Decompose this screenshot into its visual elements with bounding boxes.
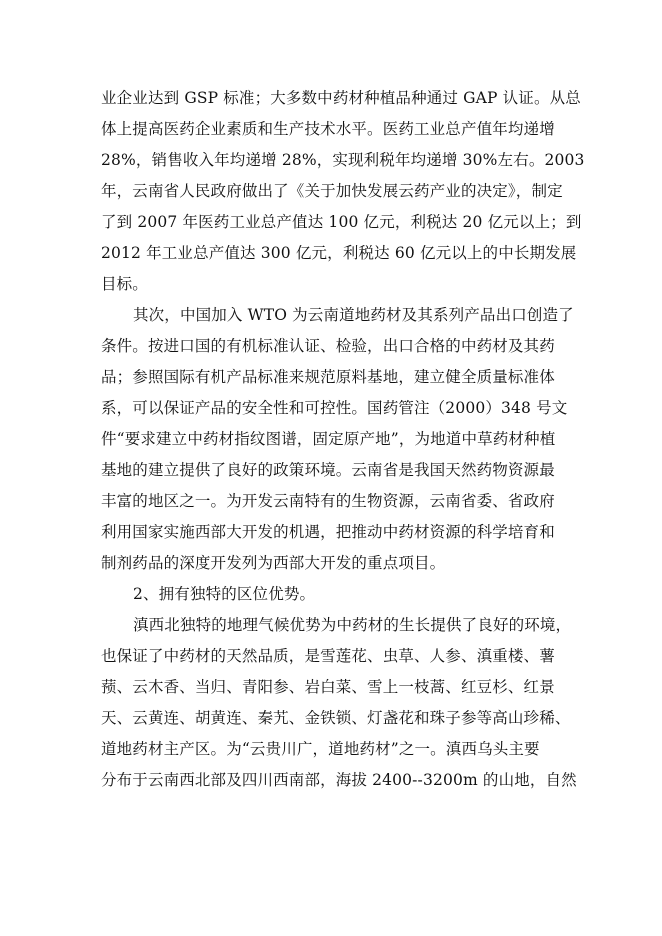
paragraph-line: 28%，销售收入年均递增 28%，实现利税年均递增 30%左右。2003 (101, 151, 585, 169)
paragraph-line: 蓣、云木香、当归、青阳参、岩白菜、雪上一枝蒿、红豆杉、红景 (101, 678, 555, 696)
paragraph-line: 件“要求建立中药材指纹图谱，固定原产地”，为地道中草药材种植 (101, 430, 556, 448)
paragraph-line: 体上提高医药企业素质和生产技术水平。医药工业总产值年均递增 (101, 120, 555, 138)
paragraph-line: 滇西北独特的地理气候优势为中药材的生长提供了良好的环境， (133, 616, 572, 634)
paragraph-line: 2012 年工业总产值达 300 亿元，利税达 60 亿元以上的中长期发展 (101, 244, 577, 262)
paragraph-line: 丰富的地区之一。为开发云南特有的生物资源，云南省委、省政府 (101, 492, 555, 510)
section-heading: 2、拥有独特的区位优势。 (133, 585, 316, 603)
paragraph-line: 了到 2007 年医药工业总产值达 100 亿元，利税达 20 亿元以上；到 (101, 213, 582, 231)
paragraph-line: 也保证了中药材的天然品质，是雪莲花、虫草、人参、滇重楼、薯 (101, 647, 555, 665)
paragraph-line: 目标。 (101, 275, 148, 293)
paragraph-line: 系，可以保证产品的安全性和可控性。国药管注（2000）348 号文 (101, 399, 568, 417)
paragraph-line: 基地的建立提供了良好的政策环境。云南省是我国天然药物资源最 (101, 461, 555, 479)
paragraph-line: 条件。按进口国的有机标准认证、检验，出口合格的中药材及其药 (101, 337, 555, 355)
paragraph-line: 分布于云南西北部及四川西南部，海拔 2400--3200m 的山地，自然 (101, 771, 577, 789)
paragraph-line: 年，云南省人民政府做出了《关于加快发展云药产业的决定》，制定 (101, 182, 563, 200)
paragraph-line: 道地药材主产区。为“云贵川广，道地药材”之一。滇西乌头主要 (101, 740, 540, 758)
paragraph-line: 业企业达到 GSP 标准；大多数中药材种植品种通过 GAP 认证。从总 (101, 89, 581, 107)
paragraph-line: 品；参照国际有机产品标准来规范原料基地，建立健全质量标准体 (101, 368, 555, 386)
paragraph-line: 其次，中国加入 WTO 为云南道地药材及其系列产品出口创造了 (133, 306, 574, 324)
paragraph-line: 天、云黄连、胡黄连、秦艽、金铁锁、灯盏花和珠子参等高山珍稀、 (101, 709, 571, 727)
paragraph-line: 制剂药品的深度开发列为西部大开发的重点项目。 (101, 554, 446, 572)
paragraph-line: 利用国家实施西部大开发的机遇，把推动中药材资源的科学培育和 (101, 523, 555, 541)
